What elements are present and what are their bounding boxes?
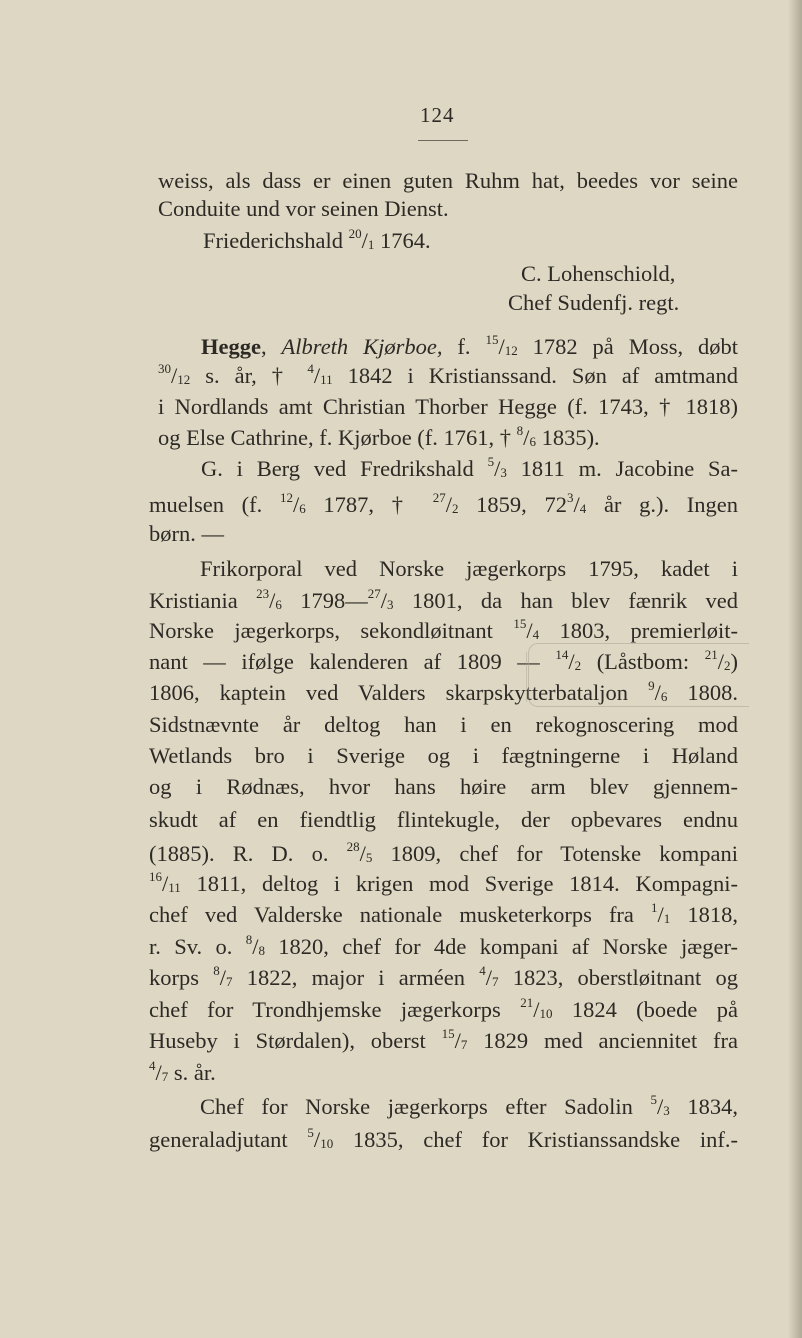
fraction-numerator: 21 — [520, 995, 534, 1010]
fraction-numerator: 4 — [479, 963, 486, 978]
text-run: muelsen (f. — [149, 492, 280, 517]
text-line — [203, 227, 431, 255]
fraction-denominator: 2 — [452, 501, 459, 516]
text-run: 1808. — [667, 680, 739, 705]
fraction-denominator: 10 — [539, 1006, 553, 1021]
fraction-denominator: 10 — [320, 1136, 334, 1151]
text-run: Wetlands bro i Sverige og i fægtningerne i Høland — [149, 743, 738, 768]
text-run: / — [654, 680, 661, 705]
text-run: 1835). — [535, 425, 600, 450]
fraction-numerator: 15 — [441, 1026, 455, 1041]
text-run: / — [162, 871, 169, 896]
faint-bleed-through-mark-inner — [526, 652, 535, 702]
text-run: / — [526, 618, 533, 643]
fraction-numerator: 5 — [650, 1092, 658, 1107]
fraction-numerator: 4 — [149, 1058, 156, 1073]
fraction-denominator: 7 — [161, 1069, 169, 1084]
text-run: Frikorporal ved Norske jægerkorps 1795, kadet i — [200, 556, 738, 581]
text-run: r. Sv. o. — [149, 934, 246, 959]
text-run: / — [155, 1060, 162, 1085]
fraction-numerator: 5 — [487, 454, 495, 469]
fraction-numerator: 1 — [651, 900, 658, 915]
text-run: / — [313, 363, 321, 388]
text-line — [158, 167, 738, 195]
fraction-denominator: 4 — [579, 501, 587, 516]
text-run: f. — [442, 334, 486, 359]
fraction-numerator: 9 — [648, 678, 655, 693]
fraction-denominator: 3 — [500, 465, 507, 480]
text-run: og i Rødnæs, hvor hans høire arm blev gjennem- — [149, 774, 738, 799]
text-run: 1824 (boede på — [552, 997, 739, 1022]
text-line — [149, 491, 738, 519]
fraction-denominator: 7 — [226, 974, 233, 989]
text-run: 1820, chef for 4de kompani af Norske jæger- — [264, 934, 738, 959]
text-run: chef ved Valderske nationale musketerkorps fra — [149, 902, 652, 927]
fraction-denominator: 8 — [258, 943, 265, 958]
text-line — [149, 711, 738, 739]
text-line — [158, 424, 600, 452]
text-run: / — [359, 841, 366, 866]
text-line — [521, 260, 675, 288]
text-line — [149, 617, 738, 645]
text-line — [158, 362, 738, 390]
text-line — [149, 1027, 738, 1055]
text-line — [508, 289, 679, 317]
text-run: / — [171, 363, 178, 388]
text-line — [158, 195, 449, 223]
fraction-denominator: 3 — [387, 597, 394, 612]
text-run: 1803, premierløit- — [539, 618, 738, 643]
text-run: Friederichshald — [203, 228, 349, 253]
text-run: 1801, da han blev fænrik ved — [393, 588, 738, 613]
text-line — [149, 901, 738, 929]
text-line — [201, 455, 738, 483]
text-run: Huseby i Størdalen), oberst — [149, 1028, 442, 1053]
text-run: 1787, † — [305, 492, 433, 517]
fraction-denominator: 2 — [724, 658, 731, 673]
text-run: / — [269, 588, 276, 613]
fraction-denominator: 2 — [574, 658, 582, 673]
text-run: 1818, — [670, 902, 739, 927]
text-run: Chef Sudenfj. regt. — [508, 290, 680, 315]
text-run: / — [219, 965, 226, 990]
entry-surname: Hegge — [201, 334, 261, 359]
text-run: 1764. — [374, 228, 431, 253]
fraction-denominator: 11 — [320, 372, 333, 387]
text-run: 1822, major i arméen — [232, 965, 480, 990]
text-run: / — [313, 1127, 321, 1152]
fraction-denominator: 6 — [660, 689, 668, 704]
fraction-denominator: 12 — [504, 343, 518, 358]
text-run: 1834, — [669, 1094, 739, 1119]
text-line — [149, 933, 738, 961]
text-line — [149, 840, 738, 868]
text-run: / — [717, 649, 725, 674]
text-run: og Else Cathrine, f. Kjørboe (f. 1761, † — [158, 425, 517, 450]
text-run: 1811, deltog i krigen mod Sverige 1814. Kompagni- — [180, 871, 738, 896]
page-number-rule — [418, 140, 468, 141]
faint-bleed-through-mark — [528, 643, 749, 707]
text-line — [200, 555, 738, 583]
fraction-denominator: 6 — [529, 434, 536, 449]
fraction-denominator: 6 — [275, 597, 282, 612]
text-run: / — [498, 334, 505, 359]
text-run: 1806, kaptein ved Valders skarpskytterbataljon — [149, 680, 649, 705]
fraction-numerator: 15 — [485, 332, 499, 347]
text-run: generaladjutant — [149, 1127, 308, 1152]
fraction-numerator: 21 — [704, 647, 718, 662]
text-run: 1859, 72 — [458, 492, 567, 517]
text-run: / — [523, 425, 530, 450]
text-run: / — [380, 588, 387, 613]
fraction-numerator: 27 — [367, 586, 381, 601]
text-run: nant — ifølge kalenderen af 1809 — — [149, 649, 556, 674]
fraction-denominator: 7 — [460, 1037, 468, 1052]
fraction-numerator: 3 — [567, 490, 574, 505]
fraction-denominator: 11 — [168, 880, 181, 895]
text-run: / — [292, 492, 300, 517]
text-run: år g.). Ingen — [586, 492, 739, 517]
text-run: C. Lohenschiold, — [521, 261, 676, 286]
text-line — [149, 773, 738, 801]
fraction-numerator: 8 — [245, 932, 253, 947]
text-line — [149, 1059, 216, 1087]
text-line — [149, 742, 738, 770]
entry-given-names: Albreth Kjørboe, — [281, 334, 443, 359]
text-run: / — [657, 1094, 664, 1119]
text-run: / — [573, 492, 580, 517]
text-run: G. i Berg ved Fredrikshald — [201, 456, 488, 481]
text-run: 1811 m. Jacobine Sa- — [506, 456, 738, 481]
text-run: / — [485, 965, 492, 990]
fraction-numerator: 28 — [346, 839, 360, 854]
text-run: (Låstbom: — [581, 649, 705, 674]
fraction-denominator: 6 — [299, 501, 306, 516]
fraction-numerator: 16 — [149, 869, 162, 884]
fraction-numerator: 5 — [307, 1125, 314, 1140]
text-run: / — [361, 228, 368, 253]
text-run: skudt af en fiendtlig flintekugle, der opbevares endnu — [149, 807, 738, 832]
text-run: chef for Trondhjemske jægerkorps — [149, 997, 521, 1022]
text-line — [149, 806, 738, 834]
text-run: weiss, als dass er einen guten Ruhm hat, beedes vor seine — [158, 168, 738, 193]
text-run: s. år. — [168, 1060, 216, 1085]
text-run: ) — [730, 649, 739, 674]
text-run: 1842 i Kristianssand. Søn af amtmand — [332, 363, 738, 388]
text-run: 1782 på Moss, døbt — [517, 334, 738, 359]
text-run: i Nordlands amt Christian Thorber Hegge (f. 1743, † 1818) — [158, 394, 738, 419]
text-run: / — [533, 997, 540, 1022]
text-run: Chef for Norske jægerkorps efter Sadolin — [200, 1094, 651, 1119]
text-run: / — [568, 649, 575, 674]
text-line — [200, 1093, 738, 1121]
fraction-denominator: 5 — [365, 850, 373, 865]
text-run: s. år, † — [190, 363, 308, 388]
text-run: 1798— — [281, 588, 368, 613]
fraction-numerator: 20 — [348, 226, 362, 241]
text-line — [149, 996, 738, 1024]
text-run: 1823, oberstløitnant og — [498, 965, 739, 990]
fraction-numerator: 23 — [256, 586, 270, 601]
page-number: 124 — [420, 103, 455, 127]
text-run: Sidstnævnte år deltog han i en rekognoscering mod — [149, 712, 738, 737]
text-line — [201, 333, 738, 361]
text-line — [149, 520, 224, 548]
text-run: , — [260, 334, 282, 359]
fraction-numerator: 27 — [432, 490, 446, 505]
text-line — [149, 587, 738, 615]
fraction-numerator: 14 — [555, 647, 569, 662]
fraction-denominator: 1 — [663, 911, 671, 926]
fraction-numerator: 8 — [516, 423, 524, 438]
fraction-denominator: 12 — [177, 372, 191, 387]
text-run: 1809, chef for Totenske kompani — [372, 841, 738, 866]
text-run: / — [454, 1028, 461, 1053]
text-run: / — [657, 902, 664, 927]
fraction-numerator: 12 — [279, 490, 293, 505]
fraction-numerator: 30 — [158, 361, 171, 376]
text-line — [149, 870, 738, 898]
text-run: / — [252, 934, 259, 959]
fraction-numerator: 8 — [213, 963, 220, 978]
text-run: 1835, chef for Kristianssandske inf.- — [333, 1127, 739, 1152]
page-edge-shadow — [788, 0, 802, 1338]
text-run: / — [494, 456, 501, 481]
text-run: 1829 med anciennitet fra — [467, 1028, 738, 1053]
text-run: korps — [149, 965, 214, 990]
fraction-denominator: 1 — [367, 237, 375, 252]
fraction-denominator: 7 — [491, 974, 499, 989]
text-line — [158, 393, 738, 421]
fraction-denominator: 4 — [532, 627, 540, 642]
text-run: Kristiania — [149, 588, 257, 613]
text-run: (1885). R. D. o. — [149, 841, 347, 866]
text-run: Conduite und vor seinen Dienst. — [158, 196, 449, 221]
text-line — [149, 1126, 738, 1154]
text-line — [149, 964, 738, 992]
fraction-numerator: 15 — [513, 616, 527, 631]
text-run: / — [445, 492, 452, 517]
fraction-denominator: 3 — [663, 1103, 670, 1118]
text-run: Norske jægerkorps, sekondløitnant — [149, 618, 514, 643]
fraction-numerator: 4 — [307, 361, 314, 376]
text-run: børn. — — [149, 521, 224, 546]
